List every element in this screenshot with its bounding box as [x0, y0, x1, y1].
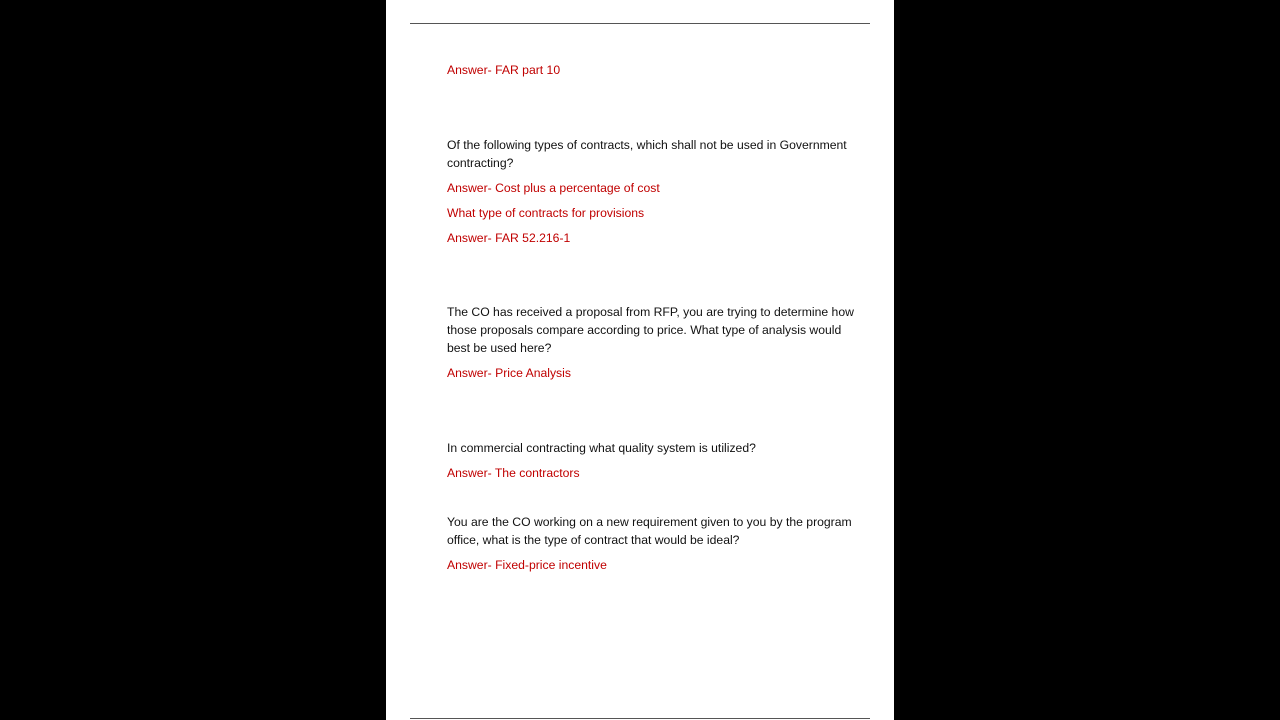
answer-text: Answer- Cost plus a percentage of cost: [447, 181, 660, 195]
top-divider: [410, 23, 870, 24]
question-text: Of the following types of contracts, which shall not be used in Government contracting?: [447, 138, 851, 170]
question-text: You are the CO working on a new requirement given to you by the program office, what is the type of contract that would be ideal?: [447, 515, 856, 547]
answer-text: What type of contracts for provisions: [447, 206, 645, 220]
answer-text: Answer- FAR part 10: [447, 63, 561, 77]
question-text: The CO has received a proposal from RFP, you are trying to determine how those proposals compare according to price. What type of analysis would best be used here?: [447, 305, 858, 355]
answer-text: Answer- Price Analysis: [447, 366, 571, 380]
answer-text: Answer- The contractors: [447, 466, 580, 480]
question-text: In commercial contracting what quality system is utilized?: [447, 441, 756, 455]
answer-text: Answer- Fixed-price incentive: [447, 558, 607, 572]
bottom-divider: [410, 718, 870, 719]
document-page: [386, 0, 894, 720]
answer-text: Answer- FAR 52.216-1: [447, 231, 571, 245]
